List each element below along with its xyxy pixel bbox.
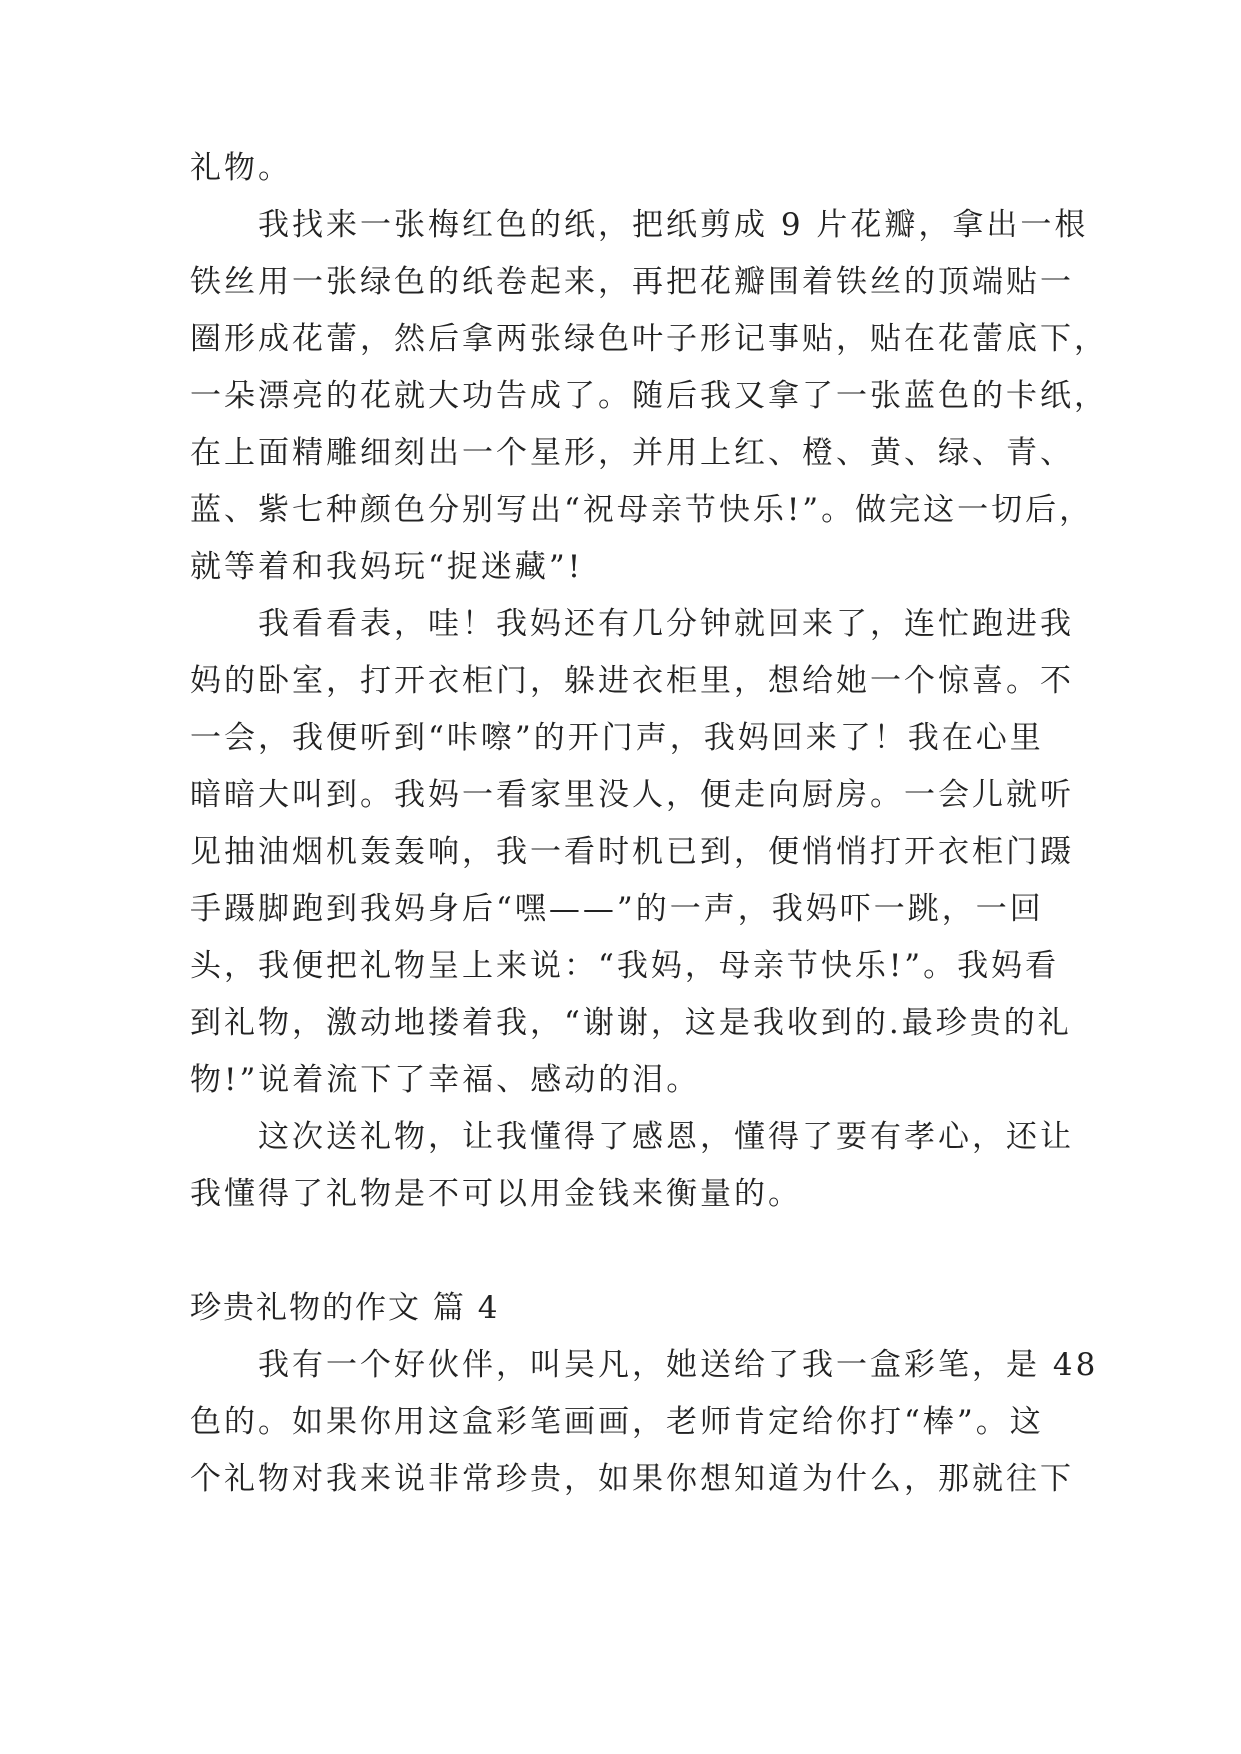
text-line: 物!”说着流下了幸福、感动的泪。 bbox=[190, 1062, 701, 1098]
text-line: 一会，我便听到“咔嚓”的开门声，我妈回来了！我在心里 bbox=[190, 720, 1044, 756]
text-line: 头，我便把礼物呈上来说：“我妈，母亲节快乐!”。我妈看 bbox=[190, 948, 1060, 984]
text-line: 到礼物，激动地搂着我，“谢谢，这是我收到的.最珍贵的礼 bbox=[190, 1005, 1072, 1041]
text-line: 个礼物对我来说非常珍贵，如果你想知道为什么，那就往下 bbox=[190, 1461, 1074, 1497]
text-line: 就等着和我妈玩“捉迷藏”! bbox=[190, 549, 584, 585]
text-line: 见抽油烟机轰轰响，我一看时机已到，便悄悄打开衣柜门蹑 bbox=[190, 834, 1074, 870]
text-line: 我懂得了礼物是不可以用金钱来衡量的。 bbox=[190, 1176, 802, 1212]
text-line: 手蹑脚跑到我妈身后“嘿——”的一声，我妈吓一跳，一回 bbox=[190, 891, 1044, 927]
text-line: 圈形成花蕾，然后拿两张绿色叶子形记事贴，贴在花蕾底下， bbox=[190, 321, 1108, 357]
text-line: 我找来一张梅红色的纸，把纸剪成 9 片花瓣，拿出一根 bbox=[258, 207, 1089, 243]
text-line: 色的。如果你用这盒彩笔画画，老师肯定给你打“棒”。这 bbox=[190, 1404, 1044, 1440]
text-line: 蓝、紫七种颜色分别写出“祝母亲节快乐!”。做完这一切后， bbox=[190, 492, 1094, 528]
text-line: 一朵漂亮的花就大功告成了。随后我又拿了一张蓝色的卡纸， bbox=[190, 378, 1108, 414]
text-line: 这次送礼物，让我懂得了感恩，懂得了要有孝心，还让 bbox=[258, 1119, 1074, 1155]
text-line: 礼物。 bbox=[190, 150, 292, 186]
text-line: 铁丝用一张绿色的纸卷起来，再把花瓣围着铁丝的顶端贴一 bbox=[190, 264, 1074, 300]
section-heading: 珍贵礼物的作文 篇 4 bbox=[190, 1290, 500, 1326]
text-line: 我看看表，哇！我妈还有几分钟就回来了，连忙跑进我 bbox=[258, 606, 1074, 642]
text-line: 我有一个好伙伴，叫吴凡，她送给了我一盒彩笔，是 48 bbox=[258, 1347, 1099, 1383]
text-line: 在上面精雕细刻出一个星形，并用上红、橙、黄、绿、青、 bbox=[190, 435, 1074, 471]
text-line: 妈的卧室，打开衣柜门，躲进衣柜里，想给她一个惊喜。不 bbox=[190, 663, 1074, 699]
text-line: 暗暗大叫到。我妈一看家里没人，便走向厨房。一会儿就听 bbox=[190, 777, 1074, 813]
